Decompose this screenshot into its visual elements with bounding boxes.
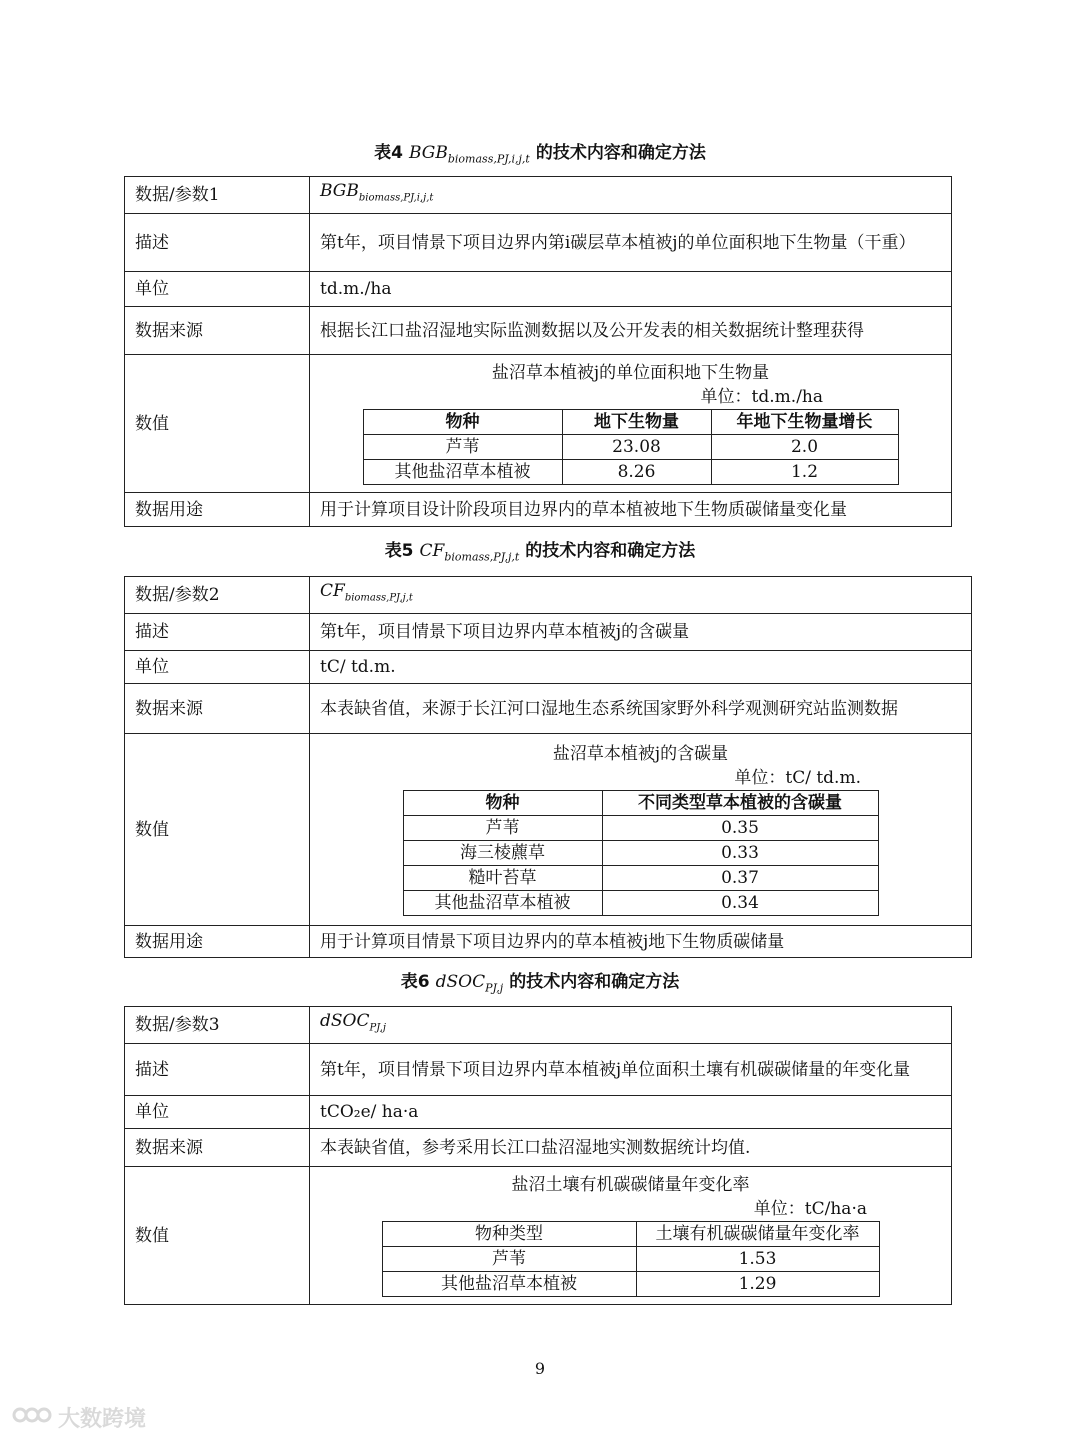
table6-inner-title: 盐沼土壤有机碳碳储量年变化率 (511, 1174, 750, 1195)
table5-param-label: 数据/参数2 (125, 577, 310, 614)
watermark-logo-icon (12, 1403, 52, 1433)
table4-source-label: 数据来源 (125, 307, 310, 355)
table4-desc-label: 描述 (125, 214, 310, 272)
table6-param-label: 数据/参数3 (125, 1007, 310, 1044)
table4-param-symbol: $BGB_{biomass,PJ,i,j,t}$ (310, 177, 952, 214)
table4-usage-row (125, 493, 952, 527)
table5-inner-cell: 其他盐沼草本植被 (403, 890, 602, 915)
table4-unit-row (125, 272, 952, 307)
table6-desc-row (125, 1044, 952, 1096)
table6-desc-label: 描述 (125, 1044, 310, 1096)
table-row (382, 1246, 879, 1271)
table4-inner-cell: 8.26 (562, 459, 711, 484)
table5-inner-cell: 0.33 (602, 840, 878, 865)
table5-usage-label: 数据用途 (125, 926, 310, 958)
table6-caption-tail: 的技术内容和确定方法 (509, 972, 680, 992)
table-row (403, 865, 878, 890)
table5-value-row (125, 734, 972, 926)
table4-inner-header: 地下生物量 (562, 409, 711, 434)
table5-inner-cell: 0.34 (602, 890, 878, 915)
table4-unit-label: 单位 (125, 272, 310, 307)
table5-usage-value: 用于计算项目情景下项目边界内的草本植被j地下生物质碳储量 (310, 926, 972, 958)
table4-inner-cell: 其他盐沼草本植被 (363, 459, 562, 484)
table4-inner-cell: 23.08 (562, 434, 711, 459)
table5-caption-tail: 的技术内容和确定方法 (525, 541, 696, 561)
table5-inner-cell: 糙叶苔草 (403, 865, 602, 890)
table4-caption-lead: 表4 (374, 143, 403, 163)
table4-caption-tail: 的技术内容和确定方法 (535, 143, 706, 163)
table4-inner-header: 年地下生物量增长 (711, 409, 898, 434)
table4 (124, 176, 952, 527)
page-number: 9 (534, 1359, 546, 1378)
table4-inner-cell: 2.0 (711, 434, 898, 459)
table4-inner-unit: 单位：td.m./ha (700, 386, 823, 407)
table5-inner-table (403, 790, 879, 916)
table4-value-cell (310, 355, 952, 493)
table4-source-row (125, 307, 952, 355)
table5-unit-label: 单位 (125, 651, 310, 684)
table6-caption-lead: 表6 (400, 972, 430, 992)
table6-source-value: 本表缺省值，参考采用长江口盐沼湿地实测数据统计均值. (310, 1129, 952, 1167)
table5-inner-title: 盐沼草本植被j的含碳量 (552, 743, 729, 764)
table4-usage-value: 用于计算项目设计阶段项目边界内的草本植被地下生物质碳储量变化量 (310, 493, 952, 527)
table5-caption-lead: 表5 (384, 541, 414, 561)
table4-param-row (125, 177, 952, 214)
table5-inner-unit: 单位：tC/ td.m. (734, 767, 861, 788)
table4-inner-header-row (363, 409, 898, 434)
table4-desc-value: 第t年，项目情景下项目边界内第i碳层草本植被j的单位面积地下生物量（干重） (310, 214, 952, 272)
table5-param-row (125, 577, 972, 614)
table5-value-cell (310, 734, 972, 926)
table-row (403, 890, 878, 915)
table5-inner-cell: 0.35 (602, 815, 878, 840)
watermark-text: 大数跨境 (58, 1407, 147, 1432)
table4-usage-label: 数据用途 (125, 493, 310, 527)
table-row (403, 840, 878, 865)
table-row (403, 815, 878, 840)
table5-source-value: 本表缺省值，来源于长江河口湿地生态系统国家野外科学观测研究站监测数据 (310, 684, 972, 734)
table6-inner-cell: 1.29 (636, 1271, 879, 1296)
table4-desc-row (125, 214, 952, 272)
table4-unit-value: td.m./ha (310, 272, 952, 307)
table6-unit-label: 单位 (125, 1096, 310, 1129)
table6-param-row (125, 1007, 952, 1044)
table6-inner-cell: 芦苇 (382, 1246, 636, 1271)
table6-param-symbol: dSOC$_{PJ,j}$ (310, 1007, 952, 1044)
table5-caption-symbol: $CF_{biomass,PJ,j,t}$ (419, 541, 520, 564)
table5-desc-value: 第t年，项目情景下项目边界内草本植被j的含碳量 (310, 614, 972, 651)
table6-inner-header-row (382, 1221, 879, 1246)
table5-inner-cell: 芦苇 (403, 815, 602, 840)
table4-caption-symbol: $BGB_{biomass,PJ,i,j,t}$ (408, 143, 530, 166)
table5-source-row (125, 684, 972, 734)
table5-inner-cell: 0.37 (602, 865, 878, 890)
table-row (363, 459, 898, 484)
table5-unit-value: tC/ td.m. (310, 651, 972, 684)
table4-value-row (125, 355, 952, 493)
table-row (382, 1271, 879, 1296)
table6-inner-header: 土壤有机碳碳储量年变化率 (636, 1221, 879, 1246)
table6-source-label: 数据来源 (125, 1129, 310, 1167)
table5-desc-label: 描述 (125, 614, 310, 651)
table6-inner-cell: 其他盐沼草本植被 (382, 1271, 636, 1296)
table4-inner-title: 盐沼草本植被j的单位面积地下生物量 (491, 362, 770, 383)
table6-desc-value: 第t年，项目情景下项目边界内草本植被j单位面积土壤有机碳碳储量的年变化量 (310, 1044, 952, 1096)
table6-unit-value: tCO₂e/ ha·a (310, 1096, 952, 1129)
table6-inner-unit: 单位：tC/ha·a (753, 1198, 867, 1219)
table6-value-label: 数值 (125, 1167, 310, 1305)
table4-param-label: 数据/参数1 (125, 177, 310, 214)
table5-unit-row (125, 651, 972, 684)
table6-inner-header: 物种类型 (382, 1221, 636, 1246)
table5-inner-header-row (403, 790, 878, 815)
table6-caption (0, 971, 1080, 999)
table6-value-cell (310, 1167, 952, 1305)
table4-inner-table (363, 409, 899, 485)
table5-inner-header: 不同类型草本植被的含碳量 (602, 790, 878, 815)
table5-usage-row (125, 926, 972, 958)
table5-source-label: 数据来源 (125, 684, 310, 734)
table4-inner-cell: 1.2 (711, 459, 898, 484)
table4-inner-cell: 芦苇 (363, 434, 562, 459)
table6-value-row (125, 1167, 952, 1305)
table5-caption (0, 540, 1080, 568)
table6-inner-table (382, 1221, 880, 1297)
table4-value-label: 数值 (125, 355, 310, 493)
table5-param-symbol: $CF_{biomass,PJ,j,t}$ (310, 577, 972, 614)
table6-caption-symbol: dSOC$_{PJ,j}$ (435, 972, 504, 995)
table6-inner-cell: 1.53 (636, 1246, 879, 1271)
table6-source-row (125, 1129, 952, 1167)
table4-inner-header: 物种 (363, 409, 562, 434)
watermark (12, 1402, 146, 1433)
table5-value-label: 数值 (125, 734, 310, 926)
table6-unit-row (125, 1096, 952, 1129)
table5-desc-row (125, 614, 972, 651)
table4-caption (0, 142, 1080, 170)
table-row (363, 434, 898, 459)
table5-inner-header: 物种 (403, 790, 602, 815)
table5-inner-cell: 海三棱藨草 (403, 840, 602, 865)
table5 (124, 576, 972, 958)
table6 (124, 1006, 952, 1305)
table4-source-value: 根据长江口盐沼湿地实际监测数据以及公开发表的相关数据统计整理获得 (310, 307, 952, 355)
